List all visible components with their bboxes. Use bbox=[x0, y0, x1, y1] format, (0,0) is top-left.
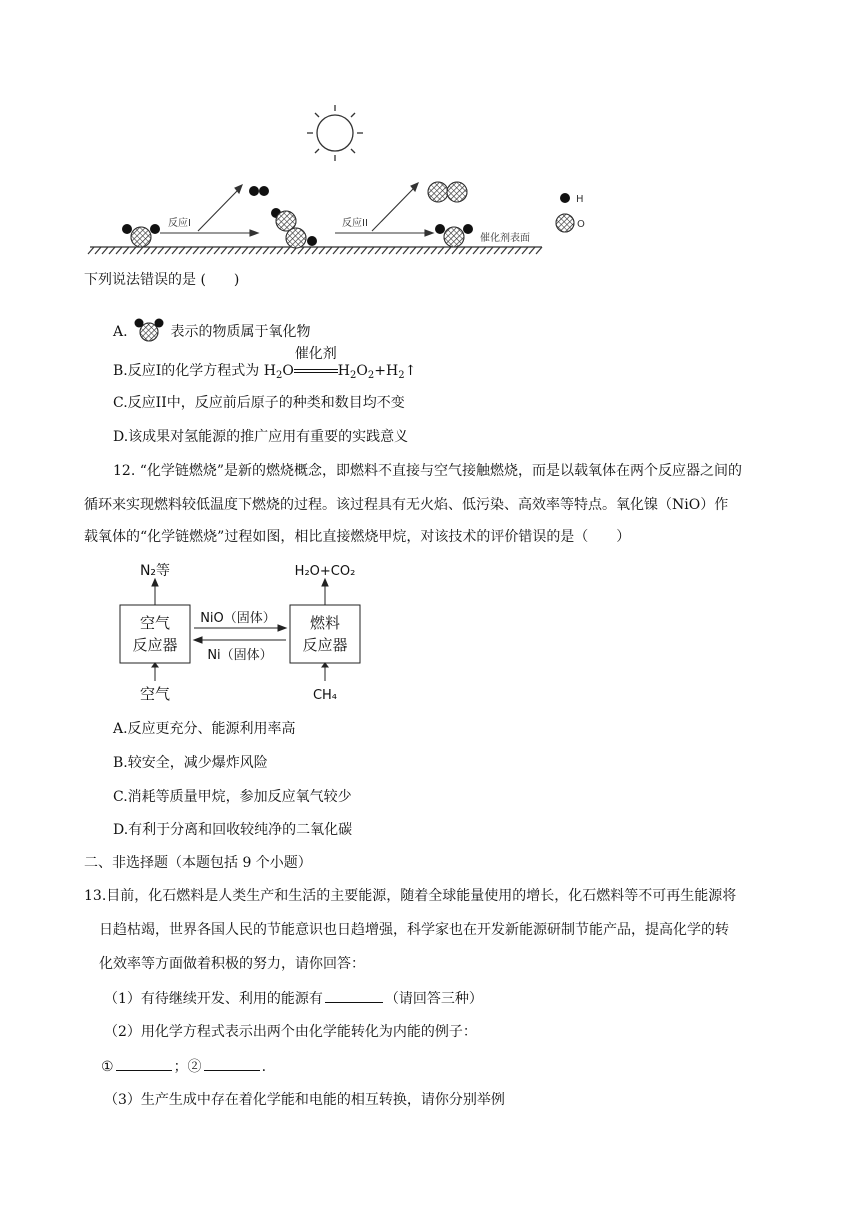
q13-sub1 bbox=[104, 988, 483, 1009]
answer-blank-3[interactable] bbox=[204, 1056, 260, 1071]
q11-option-c: C.反应II中，反应前后原子的种类和数目均不变 bbox=[113, 395, 405, 411]
answer-blank-1[interactable] bbox=[325, 988, 383, 1003]
catalyst-equals bbox=[294, 346, 338, 381]
q12-option-c: C.消耗等质量甲烷，参加反应氧气较少 bbox=[113, 789, 352, 805]
air-input-label: 空气 bbox=[139, 685, 171, 703]
sun-icon bbox=[307, 105, 363, 161]
legend bbox=[556, 193, 585, 232]
q12-option-a: A.反应更充分、能源利用率高 bbox=[113, 721, 296, 737]
air-reactor-line2: 反应器 bbox=[132, 636, 178, 654]
air-reactor-line1: 空气 bbox=[139, 614, 171, 632]
q13-mark1: ① bbox=[101, 1059, 114, 1075]
q13-sub2: （2）用化学方程式表示出两个由化学能转化为内能的例子： bbox=[104, 1024, 477, 1040]
option-b-sub4: 2 bbox=[398, 370, 405, 381]
option-b-sub1: 2 bbox=[275, 370, 283, 381]
chemical-looping-diagram bbox=[110, 558, 380, 708]
q13-sep: ；② bbox=[173, 1059, 202, 1075]
reaction-figure bbox=[80, 100, 600, 260]
catalyst-surface bbox=[88, 247, 542, 254]
q13-line2: 日趋枯竭，世界各国人民的节能意识也日趋增强，科学家也在开发新能源研制节能产品，提高化学的转 bbox=[99, 922, 729, 938]
q13-sub3: （3）生产生成中存在着化学能和电能的相互转换，请你分别举例 bbox=[104, 1092, 505, 1108]
hydrogen-peroxide-molecule bbox=[271, 208, 317, 248]
option-b-sub3: 2 bbox=[367, 370, 375, 381]
q12-line3: 载氧体的“化学链燃烧”过程如图，相比直接燃烧甲烷，对该技术的评价错误的是（ ） bbox=[84, 529, 631, 545]
q13-sub1-suffix: （请回答三种） bbox=[384, 991, 483, 1007]
answer-blank-2[interactable] bbox=[116, 1056, 172, 1071]
fuel-reactor-line1: 燃料 bbox=[309, 614, 341, 632]
q11-option-b bbox=[113, 346, 417, 386]
q11-stem: 下列说法错误的是 ( ) bbox=[84, 272, 240, 288]
option-b-tail: +H bbox=[374, 363, 399, 379]
reaction1-label: 反应I bbox=[168, 218, 191, 229]
reaction2-label: 反应II bbox=[342, 218, 368, 229]
option-b-after: H bbox=[337, 363, 351, 379]
q11-option-a bbox=[113, 316, 310, 342]
q12-option-b: B.较安全，减少爆炸风险 bbox=[113, 755, 268, 771]
section-heading: 二、非选择题（本题包括 9 个小题） bbox=[84, 855, 312, 871]
q13-sub2-answers bbox=[101, 1056, 266, 1077]
option-b-mid: O bbox=[282, 363, 294, 379]
catalyst-label: 催化剂 bbox=[294, 346, 337, 362]
water-molecule-right bbox=[435, 224, 473, 247]
water-molecule-icon bbox=[134, 316, 164, 342]
legend-o-label: O bbox=[577, 219, 585, 230]
option-b-prefix: B.反应I的化学方程式为 H bbox=[113, 363, 276, 379]
option-a-text: 表示的物质属于氧化物 bbox=[170, 324, 311, 340]
option-b-arrow: ↑ bbox=[404, 363, 417, 379]
q13-line3: 化效率等方面做着积极的努力，请你回答： bbox=[99, 956, 365, 972]
option-b-sub2: 2 bbox=[350, 370, 357, 381]
surface-label: 催化剂表面 bbox=[480, 233, 530, 244]
q11-option-d: D.该成果对氢能源的推广应用有重要的实践意义 bbox=[113, 429, 409, 445]
q12-line1: 12. “化学链燃烧”是新的燃烧概念，即燃料不直接与空气接触燃烧，而是以载氧体在两个反应器之间的 bbox=[113, 463, 743, 479]
oxygen-molecule bbox=[428, 182, 467, 202]
h2o-co2-label: H₂O+CO₂ bbox=[294, 564, 356, 579]
nio-label: NiO（固体） bbox=[200, 611, 276, 626]
q12-line2: 循环来实现燃料较低温度下燃烧的过程。该过程具有无火焰、低污染、高效率等特点。氧化镍（NiO）作 bbox=[84, 497, 729, 513]
option-a-prefix: A. bbox=[113, 324, 128, 340]
q13-sub1-prefix: （1）有待继续开发、利用的能源有 bbox=[104, 991, 323, 1007]
hydrogen-molecule bbox=[249, 186, 269, 196]
option-b-o: O bbox=[356, 363, 368, 379]
legend-h-label: H bbox=[576, 194, 584, 205]
q13-line1: 13.目前，化石燃料是人类生产和生活的主要能源，随着全球能量使用的增长，化石燃料等不可再生能源将 bbox=[84, 888, 737, 904]
ch4-label: CH₄ bbox=[312, 688, 338, 703]
q12-option-d: D.有利于分离和回收较纯净的二氧化碳 bbox=[113, 822, 353, 838]
ni-label: Ni（固体） bbox=[207, 648, 273, 663]
n2-label: N₂等 bbox=[139, 563, 171, 579]
q13-end: . bbox=[261, 1059, 267, 1075]
water-molecule bbox=[122, 224, 160, 247]
fuel-reactor-line2: 反应器 bbox=[302, 636, 348, 654]
